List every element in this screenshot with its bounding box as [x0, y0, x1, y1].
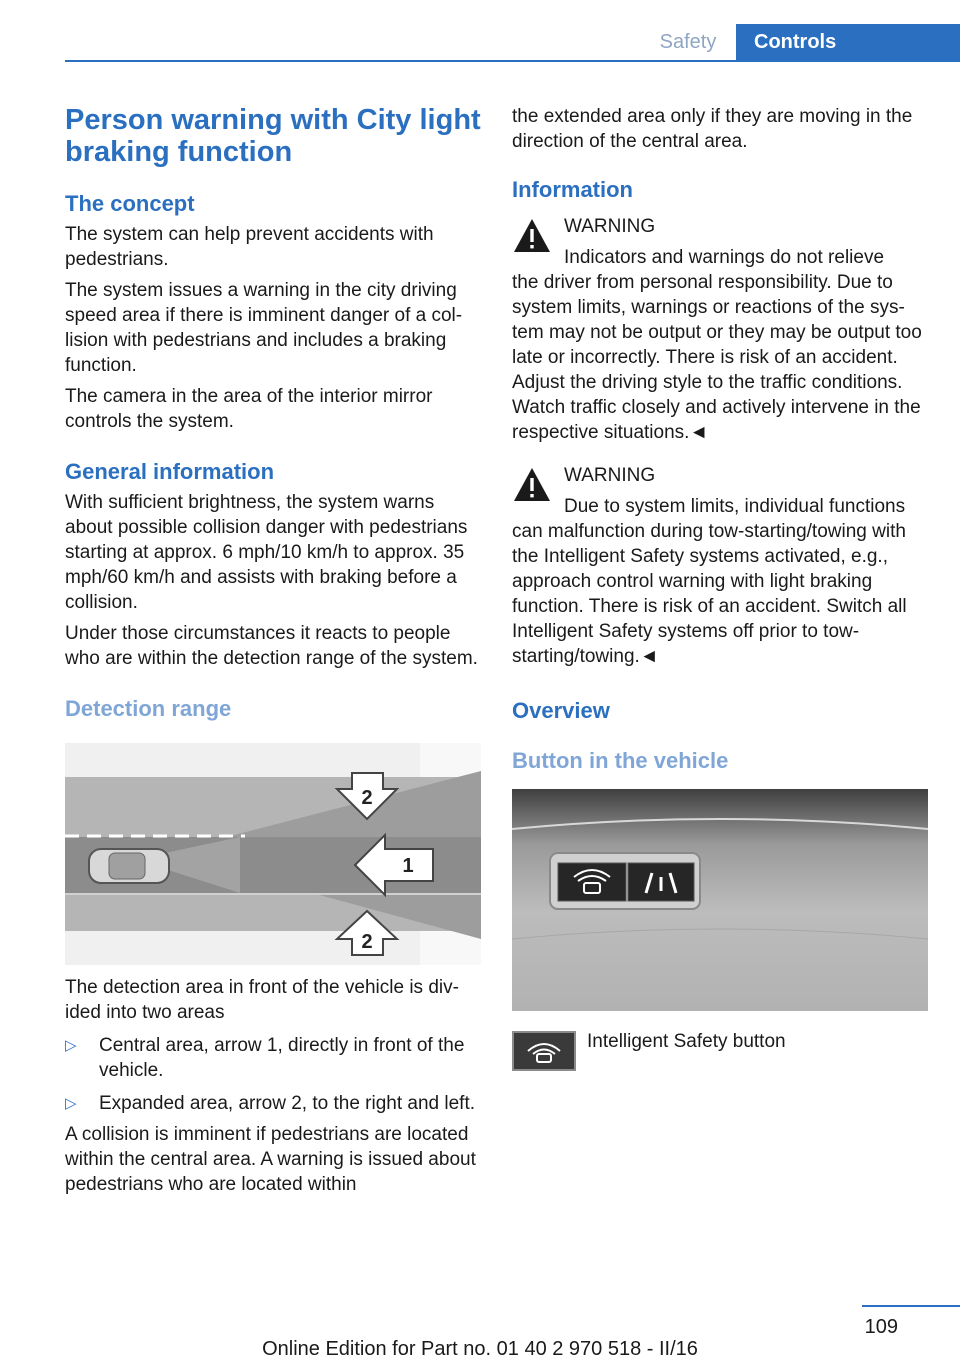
detection-paragraph-1: The detection area in front of the vehicle is divided into two areas: [65, 977, 459, 1023]
list-item: [65, 1091, 481, 1116]
general-paragraph-2: Under those circumstances it reacts to people who are within the detection range of the system.: [65, 623, 478, 669]
detection-range-diagram: [65, 743, 481, 965]
information-heading: Information: [512, 177, 633, 202]
warning-block-2: [512, 463, 930, 669]
arrow-1-label: 1: [402, 855, 414, 877]
section-title: Person warning with City light braking function: [65, 104, 481, 168]
warning-2-text: can malfunction during tow-starting/towing with the Intelligent Safety systems activated, e.g., approach control warning with light braking function. There is risk of an accident. Switch all Intelligent Safety systems off prior to tow-starting/towing.◄: [512, 521, 907, 667]
detection-diagram-graphic: [65, 743, 481, 965]
edition-footer: Online Edition for Part no. 01 40 2 970 518 - II/16: [262, 1338, 698, 1360]
vehicle-icon: [89, 849, 169, 883]
warning-icon: [512, 216, 552, 256]
intelligent-safety-icon: [512, 1031, 576, 1071]
button-in-vehicle-heading: Button in the vehicle: [512, 748, 729, 773]
list-item: [65, 1033, 481, 1083]
page-header: [0, 0, 960, 64]
warning-2-title: WARNING: [564, 465, 656, 486]
page-number: 109: [864, 1316, 898, 1338]
list-item-text: Central area, arrow 1, directly in front of the vehicle.: [99, 1035, 465, 1081]
arrow-2-top-label: 2: [361, 787, 373, 809]
bullet-triangle-icon: ▷: [65, 1037, 77, 1054]
detection-range-heading: Detection range: [65, 696, 232, 721]
arrow-2-bottom-label: 2: [361, 931, 373, 953]
concept-paragraph-2: The system issues a warning in the city driving speed area if there is imminent danger of a collision with pedestrians and includes a braking function.: [65, 280, 463, 376]
intelligent-safety-button[interactable]: [558, 863, 626, 901]
warning-1-text: the driver from personal responsibility. Due to system limits, warnings or reactions of the system may not be output or they may be output too late or incorrectly. There is risk of an accident. Adjust the driving style to the traffic conditions. Watch traffic closely and actively intervene in the respective situations.◄: [512, 272, 922, 443]
header-rule: [65, 60, 960, 62]
concept-heading: The concept: [65, 191, 195, 216]
continued-paragraph: the extended area only if they are moving in the direction of the central area.: [512, 106, 913, 152]
tab-safety[interactable]: Safety: [659, 30, 717, 53]
detection-paragraph-2: A collision is imminent if pedestrians are located within the central area. A warning is issued about pedestrians who are located within: [65, 1124, 476, 1195]
button-photo: [512, 789, 928, 1011]
warning-1-title: WARNING: [564, 216, 656, 237]
right-column: [512, 100, 930, 1071]
tab-controls[interactable]: Controls: [736, 24, 960, 60]
left-column: [65, 100, 481, 1197]
button-caption-row: [512, 1031, 930, 1071]
footer-rule: [862, 1305, 960, 1307]
warning-block-1: [512, 214, 930, 445]
general-paragraph-1: With sufficient brightness, the system warns about possible collision danger with pedestrians starting at approx. 6 mph/10 km/h to approx. 35 mph/60 km/h and assists with braking before a collision.: [65, 492, 468, 613]
bullet-triangle-icon: ▷: [65, 1095, 77, 1112]
concept-paragraph-3: The camera in the area of the interior mirror controls the system.: [65, 386, 433, 432]
list-item-text: Expanded area, arrow 2, to the right and left.: [99, 1093, 476, 1114]
warning-2-first-line: Due to system limits, individual functions: [564, 496, 906, 517]
button-caption: Intelligent Safety button: [587, 1031, 786, 1052]
warning-1-first-line: Indicators and warnings do not relieve: [564, 247, 885, 268]
button-photo-graphic: [512, 789, 928, 1011]
general-info-heading: General information: [65, 459, 275, 484]
overview-heading: Overview: [512, 698, 610, 723]
lane-departure-button[interactable]: [628, 863, 694, 901]
concept-paragraph-1: The system can help prevent accidents with pedestrians.: [65, 224, 434, 270]
warning-icon: [512, 465, 552, 505]
